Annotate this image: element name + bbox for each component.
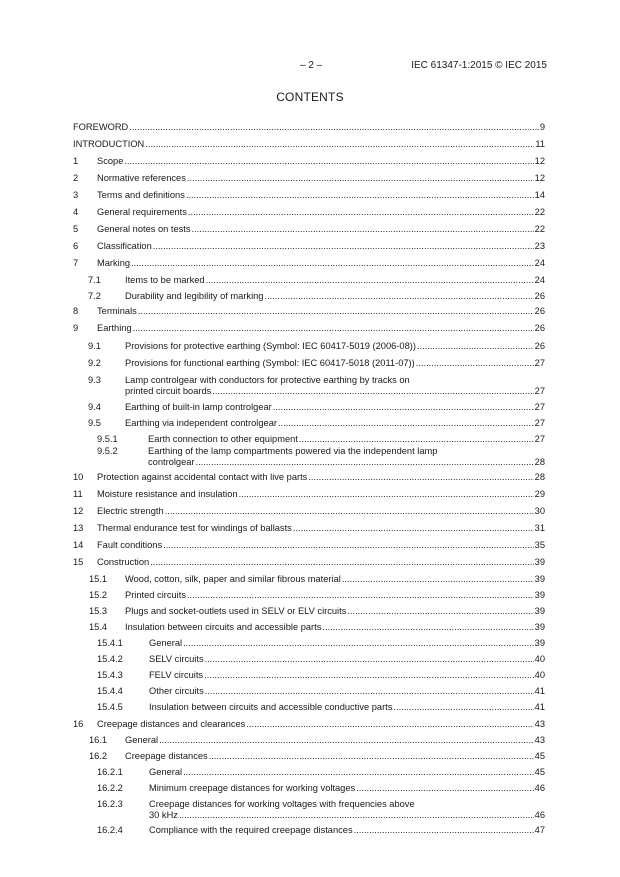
toc-entry-number: 9.1 [88,341,101,351]
toc-entry-number: 10 [73,472,84,482]
page-number: – 2 – [300,60,323,71]
dot-leader [138,306,534,317]
toc-entry-page: 46 [534,810,545,820]
toc-entry-page: 26 [534,323,545,333]
dot-leader [209,751,534,762]
dot-leader [308,472,533,483]
toc-entry-number: 9.5.1 [97,434,118,444]
toc-entry-title: Compliance with the required creepage distances [149,825,353,835]
toc-entry-page: 41 [534,702,545,712]
dot-leader [293,523,534,534]
toc-entry-title: Protection against accidental contact with live parts [97,472,308,482]
toc-entry-page: 24 [534,275,545,285]
dot-leader [179,810,534,821]
toc-entry-page: 47 [534,825,545,835]
toc-entry-number: 7 [73,258,79,268]
toc-entry-page: 45 [534,751,545,761]
toc-entry-number: 8 [73,306,79,316]
toc-entry-number: 9.5 [88,418,101,428]
toc-entry-number: 15.4.1 [97,638,123,648]
dot-leader [299,434,534,445]
toc-entry-page: 28 [534,457,545,467]
toc-entry-title: Plugs and socket-outlets used in SELV or ELV circuits [125,606,347,616]
toc-entry-number: 9.4 [88,402,101,412]
toc-entry-page: 27 [534,402,545,412]
dot-leader [196,457,534,468]
toc-entry-title: Provisions for protective earthing (Symbol: IEC 60417-5019 (2006-08)) [125,341,416,351]
toc-entry-number: 9.5.2 [97,446,118,456]
toc-entry-title: Other circuits [149,686,204,696]
dot-leader [206,275,534,286]
toc-entry-number: 15.4.5 [97,702,123,712]
dot-leader [124,156,533,167]
toc-entry-page: 23 [534,241,545,251]
toc-entry-number: 15.3 [89,606,108,616]
toc-entry-page: 26 [534,306,545,316]
toc-entry-title: Wood, cotton, silk, paper and similar fibrous material [125,574,341,584]
toc-entry-page: 40 [534,654,545,664]
toc-entry-title: Classification [97,241,152,251]
toc-entry-number: 6 [73,241,79,251]
toc-entry-number: 15.4.3 [97,670,123,680]
toc-entry-number: 16.2.4 [97,825,123,835]
toc-entry-number: 7.2 [88,291,101,301]
toc-entry-page: 22 [534,207,545,217]
toc-entry-title: Printed circuits [125,590,186,600]
dot-leader [347,606,533,617]
toc-entry-title: Moisture resistance and insulation [97,489,238,499]
toc-entry-number: 9.3 [88,375,101,385]
toc-entry-page: 39 [534,574,545,584]
dot-leader [416,358,534,369]
dot-leader [153,241,534,252]
toc-entry-title: Minimum creepage distances for working voltages [149,783,356,793]
toc-entry-number: 9.2 [88,358,101,368]
toc-entry-title: Construction [97,557,150,567]
dot-leader [204,670,534,681]
toc-entry-page: 31 [534,523,545,533]
dot-leader [192,224,534,235]
toc-entry-title: General [149,767,183,777]
toc-entry-title: Earthing [97,323,132,333]
toc-entry-page: 39 [534,622,545,632]
toc-entry-title: Insulation between circuits and accessible conductive parts [149,702,393,712]
dot-leader [186,190,534,201]
dot-leader [205,686,534,697]
toc-entry-page: 40 [534,670,545,680]
dot-leader [183,767,534,778]
toc-entry-number: 16.2 [89,751,108,761]
dot-leader [354,825,534,836]
contents-title: CONTENTS [276,90,344,104]
toc-entry-number: 7.1 [88,275,101,285]
toc-entry-title: INTRODUCTION [73,139,145,149]
toc-entry-title: Durability and legibility of marking [125,291,264,301]
toc-entry-page: 39 [534,638,545,648]
dot-leader [129,122,539,133]
toc-entry-title-line: Creepage distances for working voltages with frequencies above [149,799,415,809]
toc-entry-page: 46 [534,783,545,793]
toc-entry-page: 9 [539,122,545,132]
dot-leader [188,207,534,218]
toc-entry-title: Earthing via independent controlgear [125,418,277,428]
toc-entry-title: Provisions for functional earthing (Symbol: IEC 60417-5018 (2011-07)) [125,358,415,368]
toc-entry-page: 27 [534,386,545,396]
toc-entry-title: General requirements [97,207,187,217]
toc-entry-number: 15.1 [89,574,108,584]
toc-entry-page: 22 [534,224,545,234]
toc-entry-page: 39 [534,606,545,616]
toc-entry-page: 35 [534,540,545,550]
toc-entry-number: 13 [73,523,84,533]
toc-entry-number: 4 [73,207,79,217]
dot-leader [246,719,533,730]
toc-entry-page: 14 [534,190,545,200]
toc-entry-number: 5 [73,224,79,234]
toc-entry-title: Insulation between circuits and accessible parts [125,622,322,632]
dot-leader [278,418,534,429]
toc-entry-number: 1 [73,156,79,166]
toc-entry-page: 45 [534,767,545,777]
toc-entry-page: 27 [534,418,545,428]
toc-entry-page: 24 [534,258,545,268]
toc-entry-number: 2 [73,173,79,183]
toc-entry-page: 29 [534,489,545,499]
dot-leader [417,341,534,352]
toc-entry-number: 15.4 [89,622,108,632]
toc-entry-title: General notes on tests [97,224,191,234]
dot-leader [183,638,534,649]
toc-entry-title: 30 kHz [149,810,178,820]
toc-entry-page: 39 [534,557,545,567]
toc-entry-number: 15.2 [89,590,108,600]
dot-leader [212,386,533,397]
toc-entry-page: 28 [534,472,545,482]
dot-leader [187,173,534,184]
toc-entry-number: 15.4.4 [97,686,123,696]
toc-entry-title: Electric strength [97,506,164,516]
dot-leader [205,654,534,665]
dot-leader [165,506,534,517]
toc-entry-number: 15 [73,557,84,567]
dot-leader [356,783,533,794]
dot-leader [239,489,534,500]
toc-entry-title: Items to be marked [125,275,205,285]
toc-entry-page: 26 [534,291,545,301]
toc-entry-title: Earth connection to other equipment [148,434,298,444]
toc-entry-number: 12 [73,506,84,516]
toc-entry-title: FELV circuits [149,670,204,680]
toc-entry-number: 16.2.3 [97,799,123,809]
dot-leader [159,735,534,746]
toc-entry-title: Thermal endurance test for windings of ballasts [97,523,292,533]
toc-entry-page: 12 [534,173,545,183]
toc-entry-title: controlgear [148,457,195,467]
toc-entry-page: 30 [534,506,545,516]
toc-entry-page: 41 [534,686,545,696]
toc-entry-number: 16.2.1 [97,767,123,777]
toc-entry-page: 39 [534,590,545,600]
toc-entry-page: 43 [534,735,545,745]
toc-entry-page: 27 [534,358,545,368]
toc-entry-title: Terms and definitions [97,190,185,200]
toc-entry-title: General [149,638,183,648]
toc-entry-page: 11 [535,139,545,149]
toc-entry-title: SELV circuits [149,654,204,664]
toc-entry-title: Normative references [97,173,186,183]
dot-leader [133,323,534,334]
dot-leader [342,574,534,585]
dot-leader [187,590,534,601]
toc-entry-title: General [125,735,159,745]
dot-leader [150,557,533,568]
toc-entry-number: 16.1 [89,735,108,745]
toc-entry-number: 3 [73,190,79,200]
toc-entry-title-line: Earthing of the lamp compartments powered via the independent lamp [148,446,438,456]
dot-leader [273,402,534,413]
toc-entry-number: 15.4.2 [97,654,123,664]
dot-leader [322,622,533,633]
toc-entry-page: 43 [534,719,545,729]
toc-entry-title: Earthing of built-in lamp controlgear [125,402,272,412]
dot-leader [163,540,534,551]
dot-leader [131,258,534,269]
toc-entry-number: 14 [73,540,84,550]
toc-entry-title-line: Lamp controlgear with conductors for protective earthing by tracks on [125,375,410,385]
toc-entry-title: Creepage distances [125,751,208,761]
toc-entry-number: 16.2.2 [97,783,123,793]
toc-entry-title: Creepage distances and clearances [97,719,246,729]
toc-entry-title: Marking [97,258,131,268]
toc-entry-title: Scope [97,156,124,166]
dot-leader [264,291,533,302]
toc-entry-title: Fault conditions [97,540,163,550]
toc-entry-number: 9 [73,323,79,333]
toc-entry-number: 11 [73,489,83,499]
toc-entry-page: 26 [534,341,545,351]
dot-leader [393,702,533,713]
toc-entry-page: 27 [534,434,545,444]
toc-entry-title: Terminals [97,306,137,316]
page-header [0,60,620,74]
standard-identifier: IEC 61347-1:2015 © IEC 2015 [411,60,547,71]
toc-entry-number: 16 [73,719,84,729]
toc-entry-page: 12 [534,156,545,166]
toc-entry-title: printed circuit boards [125,386,212,396]
toc-entry-title: FOREWORD [73,122,129,132]
dot-leader [145,139,534,150]
